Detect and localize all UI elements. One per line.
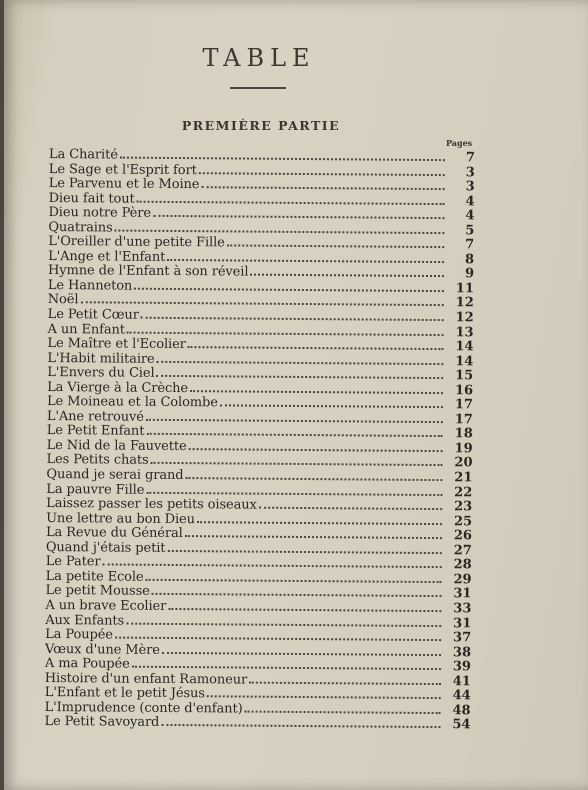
toc-entry-title: La Poupée [45, 627, 113, 643]
toc-entry-page: 9 [464, 266, 475, 282]
dot-leader [168, 608, 441, 612]
pages-column-label: Pages [446, 138, 473, 148]
toc-entry-page: 54 [452, 717, 471, 733]
dot-leader [146, 433, 442, 437]
toc-entry-page: 44 [452, 688, 471, 704]
dot-leader [188, 346, 444, 350]
toc-entry-page: 38 [452, 644, 472, 660]
toc-entry-page: 39 [452, 659, 471, 675]
toc-entry-page: 4 [465, 193, 475, 209]
toc-entry-title: Histoire d'un enfant Ramoneur [44, 670, 248, 688]
dot-leader [132, 666, 441, 670]
toc-entry-title: La petite Ecole [45, 568, 144, 585]
page-title: TABLE [202, 44, 316, 72]
toc-entry-page: 18 [454, 426, 473, 442]
dot-leader [250, 274, 444, 278]
toc-entry-page: 41 [452, 673, 471, 690]
toc-entry-title: Le Moineau et la Colombe [46, 394, 218, 411]
toc-entry-title: Dieu notre Père [48, 205, 152, 221]
dot-leader [80, 302, 443, 307]
toc-entry-page: 26 [453, 528, 473, 544]
toc-entry-title: Le Parvenu et le Moine [48, 176, 200, 193]
toc-entry-title: Le Petit Savoyard [44, 714, 160, 731]
dot-leader [153, 215, 444, 219]
toc-entry-page: 31 [453, 615, 472, 631]
toc-entry [44, 715, 470, 733]
toc-entry-page: 48 [452, 702, 471, 719]
toc-entry-title: Dieu fait tout [48, 190, 135, 207]
toc-entry-title: Le Sage et l'Esprit fort [48, 161, 197, 178]
toc-entry-title: La Vierge à la Crèche [47, 379, 189, 396]
toc-entry-title: Noël [47, 292, 79, 308]
dot-leader [167, 259, 444, 263]
toc-entry-page: 17 [454, 412, 473, 428]
toc-entry-page: 15 [455, 368, 474, 384]
toc-entry-page: 17 [454, 397, 474, 413]
toc-entry-title: La Revue du Général [45, 525, 183, 542]
toc-entry-title: A un Enfant [47, 321, 125, 338]
toc-entry-title: Le Hanneton [47, 277, 133, 294]
dot-leader [146, 579, 442, 583]
toc-entry-title: Le petit Mousse [45, 583, 150, 600]
dot-leader [134, 288, 444, 292]
toc-entry-title: L'Imprudence (conte d'enfant) [44, 699, 243, 717]
toc-entry-page: 3 [465, 164, 475, 180]
toc-entry-page: 22 [454, 484, 473, 500]
title-rule [230, 87, 286, 89]
toc-entry-title: Quand je serai grand [46, 467, 184, 484]
table-of-contents [44, 148, 475, 733]
toc-entry-title: Une lettre au bon Dieu [46, 510, 196, 527]
toc-entry-page: 4 [465, 208, 475, 224]
toc-entry-page: 14 [455, 339, 474, 355]
toc-entry-title: L'Habit militaire [47, 350, 155, 367]
toc-entry-title: A ma Poupée [44, 656, 130, 672]
dot-leader [199, 172, 445, 176]
toc-entry-page: 3 [465, 179, 475, 195]
toc-entry-title: Hymne de l'Enfant à son réveil [47, 263, 249, 280]
dot-leader [201, 186, 444, 190]
toc-entry-page: 19 [454, 441, 473, 457]
toc-entry-title: Le Petit Enfant [46, 423, 145, 440]
toc-entry-page: 20 [454, 455, 473, 471]
toc-entry-page: 12 [455, 295, 474, 311]
dot-leader [161, 724, 440, 728]
dot-leader [259, 507, 442, 510]
dot-leader [162, 651, 441, 655]
toc-entry-page: 25 [453, 513, 473, 530]
dot-leader [126, 622, 441, 626]
dot-leader [115, 229, 445, 234]
dot-leader [167, 550, 441, 554]
dot-leader [245, 710, 441, 714]
toc-entry-title: Le Maître et l'Ecolier [47, 336, 186, 353]
toc-entry-page: 21 [454, 470, 473, 486]
toc-entry-title: L'Enfant et le petit Jésus [44, 685, 205, 702]
dot-leader [197, 521, 442, 525]
toc-entry-page: 28 [453, 557, 472, 573]
toc-entry-title: Le Nid de la Fauvette [46, 437, 187, 455]
toc-entry-page: 23 [454, 499, 473, 515]
toc-entry-page: 33 [453, 601, 472, 617]
toc-entry-title: Aux Enfants [45, 612, 125, 629]
dot-leader [152, 593, 442, 597]
part-heading: PREMIÈRE PARTIE [181, 118, 341, 133]
dot-leader [220, 405, 443, 409]
dot-leader [189, 448, 443, 452]
toc-entry-title: L'Oreiller d'une petite Fille [48, 234, 225, 251]
toc-entry-title: Quand j'étais petit [45, 539, 166, 556]
toc-entry-page: 16 [454, 382, 474, 399]
toc-entry-page: 11 [455, 281, 474, 297]
dot-leader [127, 331, 444, 335]
dot-leader [146, 491, 442, 495]
toc-entry-page: 27 [453, 542, 472, 559]
toc-entry-title: Le Petit Cœur [47, 307, 139, 323]
toc-entry-page: 7 [465, 237, 475, 253]
dot-leader [157, 375, 444, 379]
dot-leader [185, 477, 442, 481]
toc-entry-page: 29 [453, 572, 472, 588]
dot-leader [207, 695, 441, 699]
toc-entry-page: 13 [455, 324, 474, 340]
toc-entry-title: La pauvre Fille [46, 481, 145, 498]
toc-entry-title: La Charité [48, 147, 118, 163]
toc-entry-title: Quatrains [48, 219, 113, 236]
toc-entry-page: 37 [453, 630, 472, 646]
toc-entry-page: 14 [455, 353, 474, 369]
toc-entry-title: Les Petits chats [46, 452, 149, 469]
book-page [4, 0, 588, 790]
toc-entry-page: 5 [465, 223, 475, 239]
toc-entry-title: L'Envers du Ciel [47, 365, 155, 382]
toc-entry-title: Vœux d'une Mère [45, 641, 160, 658]
toc-entry-page: 12 [455, 310, 474, 326]
toc-entry-title: Laissez passer les petits oiseaux [46, 496, 257, 513]
dot-leader [227, 245, 445, 249]
dot-leader [141, 317, 444, 321]
dot-leader [151, 462, 443, 466]
toc-entry-title: Le Pater [45, 554, 101, 570]
dot-leader [146, 419, 443, 423]
toc-entry-title: L'Ane retrouvé [46, 408, 144, 425]
toc-entry-page: 8 [465, 252, 475, 268]
dot-leader [102, 564, 441, 569]
dot-leader [157, 361, 444, 365]
dot-leader [249, 681, 441, 685]
toc-entry-title: A un brave Ecolier [45, 597, 167, 614]
toc-entry-page: 31 [453, 586, 472, 602]
toc-entry-title: L'Ange et l'Enfant [48, 248, 166, 265]
dot-leader [185, 535, 442, 539]
toc-entry-page: 7 [465, 150, 475, 166]
dot-leader [120, 157, 445, 162]
dot-leader [115, 637, 441, 642]
dot-leader [190, 390, 443, 394]
dot-leader [137, 200, 445, 204]
